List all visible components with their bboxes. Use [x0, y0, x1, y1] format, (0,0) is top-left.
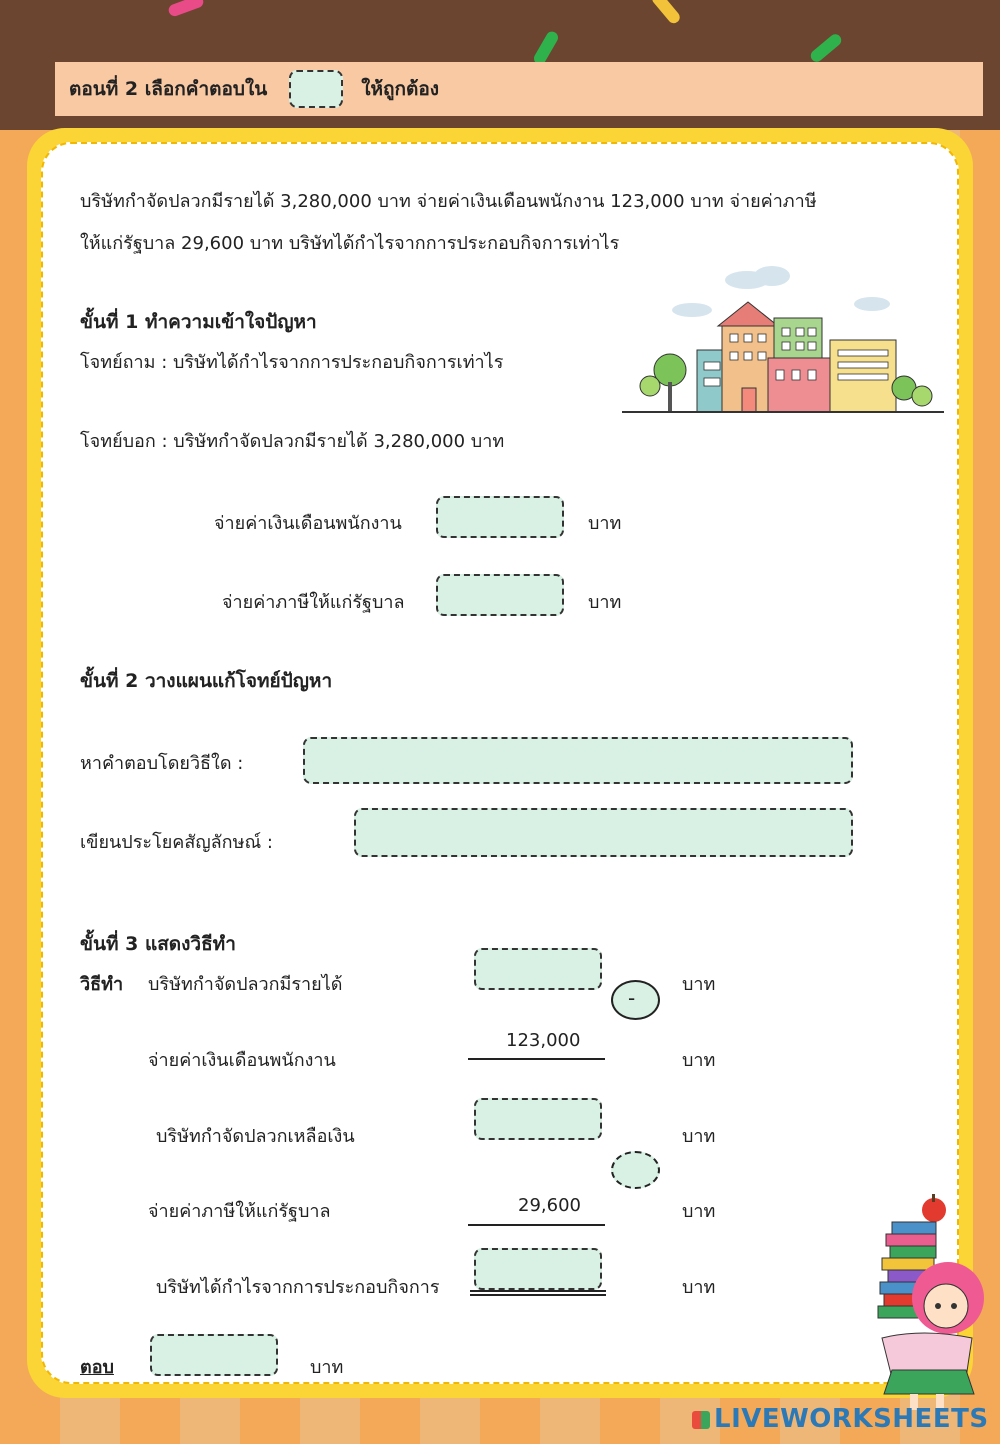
operator-box-1[interactable] — [611, 980, 660, 1020]
step-3-title: ขั้นที่ 3 แสดงวิธีทำ — [80, 933, 236, 955]
minus-sign: - — [628, 986, 636, 1010]
final-answer-box[interactable] — [150, 1334, 278, 1376]
subtraction-line — [468, 1224, 605, 1226]
city-buildings-illustration — [622, 262, 944, 420]
income-answer-box[interactable] — [474, 948, 602, 990]
tax-label: จ่ายค่าภาษีให้แก่รัฐบาล — [222, 592, 405, 613]
answer-box-legend — [289, 70, 343, 108]
method-question-label: หาคำตอบโดยวิธีใด : — [80, 753, 244, 774]
unit-baht: บาท — [682, 974, 716, 995]
total-double-line — [470, 1290, 606, 1292]
logo-text: LIVEWORKSHEETS — [714, 1404, 989, 1434]
method-word: วิธีทำ — [80, 974, 124, 995]
liveworksheets-logo-icon — [692, 1411, 710, 1429]
method-answer-box[interactable] — [303, 737, 853, 784]
total-double-line — [470, 1294, 606, 1296]
unit-baht: บาท — [682, 1277, 716, 1298]
question-asked: โจทย์ถาม : บริษัทได้กำไรจากการประกอบกิจการเท่าไร — [80, 352, 504, 373]
operator-box-2[interactable] — [611, 1151, 660, 1189]
given-information: โจทย์บอก : บริษัทกำจัดปลวกมีรายได้ 3,280,000 บาท — [80, 431, 505, 452]
number-sentence-answer-box[interactable] — [354, 808, 853, 857]
unit-baht: บาท — [682, 1201, 716, 1222]
step-2-title: ขั้นที่ 2 วางแผนแก้โจทย์ปัญหา — [80, 670, 333, 692]
unit-baht: บาท — [682, 1126, 716, 1147]
problem-text-line-2: ให้แก่รัฐบาล 29,600 บาท บริษัทได้กำไรจากการประกอบกิจการเท่าไร — [80, 233, 620, 254]
tax-answer-box[interactable] — [436, 574, 564, 616]
problem-text-line-1: บริษัทกำจัดปลวกมีรายได้ 3,280,000 บาท จ่ายค่าเงินเดือนพนักงาน 123,000 บาท จ่ายค่าภาษี — [80, 191, 817, 212]
salary-label: จ่ายค่าเงินเดือนพนักงาน — [214, 513, 402, 534]
step-1-title: ขั้นที่ 1 ทำความเข้าใจปัญหา — [80, 311, 317, 333]
remaining-answer-box[interactable] — [474, 1098, 602, 1140]
unit-baht: บาท — [310, 1357, 344, 1378]
unit-baht: บาท — [588, 592, 622, 613]
salary-value: 123,000 — [506, 1030, 581, 1051]
answer-label: ตอบ — [80, 1357, 114, 1378]
profit-answer-box[interactable] — [474, 1248, 602, 1290]
unit-baht: บาท — [588, 513, 622, 534]
unit-baht: บาท — [682, 1050, 716, 1071]
tax-label: จ่ายค่าภาษีให้แก่รัฐบาล — [148, 1201, 331, 1222]
remaining-money-label: บริษัทกำจัดปลวกเหลือเงิน — [156, 1126, 355, 1147]
section-title-suffix: ให้ถูกต้อง — [361, 78, 440, 100]
section-title: ตอนที่ 2 เลือกคำตอบใน — [69, 78, 268, 100]
profit-label: บริษัทได้กำไรจากการประกอบกิจการ — [156, 1277, 440, 1298]
girl-with-books-illustration — [862, 1188, 992, 1416]
salary-label: จ่ายค่าเงินเดือนพนักงาน — [148, 1050, 336, 1071]
tax-value: 29,600 — [518, 1195, 581, 1216]
section-header — [55, 62, 983, 116]
salary-answer-box[interactable] — [436, 496, 564, 538]
income-label: บริษัทกำจัดปลวกมีรายได้ — [148, 974, 343, 995]
number-sentence-label: เขียนประโยคสัญลักษณ์ : — [80, 832, 273, 853]
subtraction-line — [468, 1058, 605, 1060]
liveworksheets-logo — [692, 1404, 989, 1434]
